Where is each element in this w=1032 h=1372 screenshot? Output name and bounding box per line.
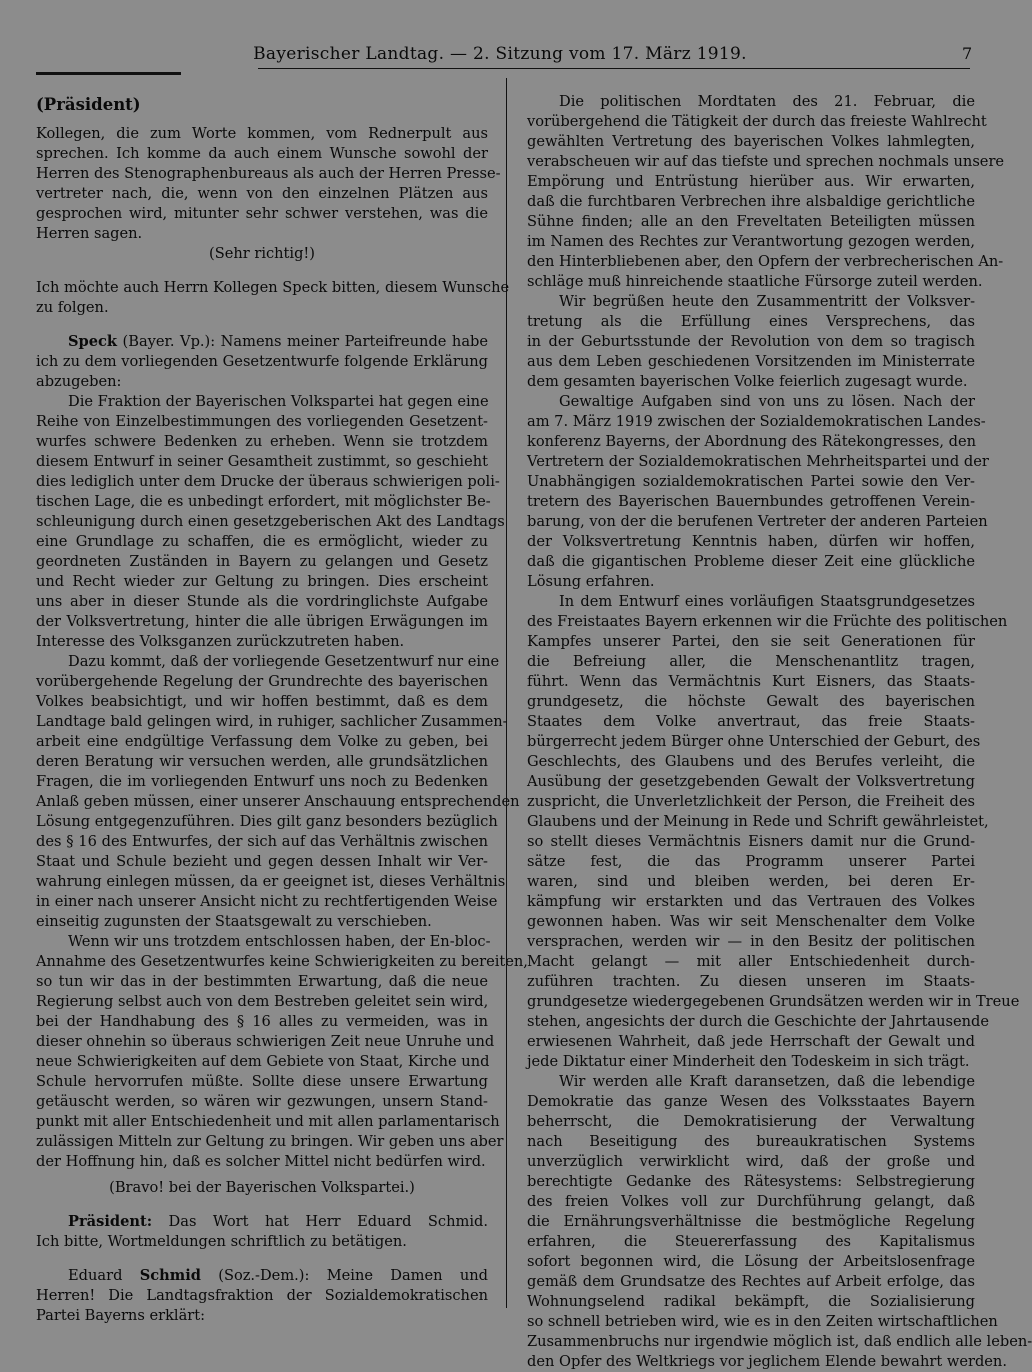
text-line: erfahren, die Steuererfassung des Kapitalismus <box>527 1233 975 1250</box>
right-column <box>527 92 1032 1372</box>
column-divider <box>506 78 507 1308</box>
text-line: Lösung entgegenzuführen. Dies gilt ganz besonders bezüglich <box>36 813 498 830</box>
text-line: Interesse des Volksganzen zurückzutreten haben. <box>36 633 405 650</box>
text-line: Volkes beabsichtigt, und wir hoffen bestimmt, daß es dem <box>36 693 488 710</box>
text-line: der Hoffnung hin, daß es solcher Mittel nicht bedürfen wird. <box>36 1153 486 1170</box>
text-line: tischen Lage, die es unbedingt erfordert, mit möglichster Be- <box>36 493 491 510</box>
text-line: in der Geburtsstunde der Revolution von dem so tragisch <box>527 333 975 350</box>
paragraph-schmid-3 <box>527 292 975 392</box>
text-line: Wohnungselend radikal bekämpft, die Sozialisierung <box>527 1293 975 1310</box>
text-line: diesem Entwurf in seiner Gesamtheit zustimmt, so geschieht <box>36 453 488 470</box>
text-line: Fragen, die im vorliegenden Entwurf uns noch zu Bedenken <box>36 773 488 790</box>
text-line: in einer nach unserer Ansicht nicht zu rechtfertigenden Weise <box>36 893 498 910</box>
text-line: bürgerrecht jedem Bürger ohne Unterschied der Geburt, des <box>527 733 981 750</box>
text-line: des freien Volkes voll zur Durchführung gelangt, daß <box>527 1193 975 1210</box>
text-line: Schule hervorrufen müßte. Sollte diese unsere Erwartung <box>36 1073 488 1090</box>
page-header <box>0 0 1000 80</box>
text-line: Vertretern der Sozialdemokratischen Mehrheitspartei und der <box>527 453 989 470</box>
speaker-heading: (Präsident) <box>36 95 141 114</box>
text-line: kämpfung wir erstarkten und das Vertrauen des Volkes <box>527 893 975 910</box>
text-line: wahrung einlegen müssen, da er geeignet ist, dieses Verhältnis <box>36 873 506 890</box>
text-line: Geschlechts, des Glaubens und des Berufes verleiht, die <box>527 753 975 770</box>
text-line: berechtigte Gedanke des Rätesystems: Selbstregierung <box>527 1173 975 1190</box>
left-column <box>36 92 528 1326</box>
text-line: sprechen. Ich komme da auch einem Wunsche sowohl der <box>36 145 488 162</box>
text-line: getäuscht werden, so wären wir gezwungen, unsern Stand- <box>36 1093 488 1110</box>
paragraph-schmid-4 <box>527 392 989 592</box>
text-line: Sühne finden; alle an den Freveltaten Beteiligten müssen <box>527 213 975 230</box>
page-number: 7 <box>962 44 973 63</box>
schmid-intro-line <box>36 1266 488 1286</box>
text-line: Partei Bayerns erklärt: <box>36 1307 206 1324</box>
text-line: Macht gelangt — mit aller Entschiedenheit durch- <box>527 953 975 970</box>
paragraph-speck-2 <box>36 392 505 652</box>
text-line: sofort begonnen wird, die Lösung der Arbeitslosenfrage <box>527 1253 975 1270</box>
text-line: einseitig zugunsten der Staatsgewalt zu verschieben. <box>36 913 432 930</box>
paragraph-speck-1 <box>36 352 488 392</box>
text-line: neue Schwierigkeiten auf dem Gebiete von Staat, Kirche und <box>36 1053 490 1070</box>
text-line: erwiesenen Wahrheit, daß jede Herrschaft der Gewalt und <box>527 1033 975 1050</box>
text-line: Herren des Stenographenbureaus als auch der Herren Presse- <box>36 165 501 182</box>
text-line: im Namen des Rechtes zur Verantwortung gezogen werden, <box>527 233 975 250</box>
text-line: eine Grundlage zu schaffen, die es ermöglicht, wieder zu <box>36 533 488 550</box>
text-line: Lösung erfahren. <box>527 573 655 590</box>
text-line: schläge muß hinreichende staatliche Fürsorge zuteil werden. <box>527 273 983 290</box>
text-line: ich zu dem vorliegenden Gesetzentwurfe folgende Erklärung <box>36 353 488 370</box>
text-line: Demokratie das ganze Wesen des Volksstaates Bayern <box>527 1093 975 1110</box>
paragraph-schmid-5 <box>527 592 1020 1072</box>
text-line: aus dem Leben geschiedenen Vorsitzenden im Ministerrate <box>527 353 975 370</box>
text-line: unverzüglich verwirklicht wird, daß der große und <box>527 1153 975 1170</box>
text-line: wurfes schwere Bedenken zu erheben. Wenn sie trotzdem <box>36 433 488 450</box>
text-line: der Volksvertretung, hinter die alle übrigen Erwägungen im <box>36 613 488 630</box>
text-line: dieser ohnehin so überaus schwierigen Zeit neue Unruhe und <box>36 1033 495 1050</box>
text-line: tretern des Bayerischen Bauernbundes getroffenen Verein- <box>527 493 975 510</box>
text-line: Anlaß geben müssen, einer unserer Anschauung entsprechenden <box>36 793 520 810</box>
text-line: des Freistaates Bayern erkennen wir die Früchte des politischen <box>527 613 1008 630</box>
text-line: stehen, angesichts der durch die Geschichte der Jahrtausende <box>527 1013 990 1030</box>
interjection-sehr-richtig: (Sehr richtig!) <box>209 245 315 262</box>
president-line <box>36 1212 488 1232</box>
text-line: Annahme des Gesetzentwurfes keine Schwierigkeiten zu bereiten, <box>36 953 528 970</box>
text-line: Die politischen Mordtaten des 21. Februar, die <box>559 93 975 110</box>
paragraph-speck-3 <box>36 652 520 932</box>
text-line: Kampfes unserer Partei, den sie seit Generationen für <box>527 633 975 650</box>
speck-intro-text: (Bayer. Vp.): Namens meiner Parteifreunde habe <box>122 333 489 350</box>
president-text: Das Wort hat Herr Eduard Schmid. <box>168 1213 488 1230</box>
text-line: beherrscht, die Demokratisierung der Verwaltung <box>527 1113 975 1130</box>
text-line: punkt mit aller Entschiedenheit und mit allen parlamentarisch <box>36 1113 500 1130</box>
speaker-name-schmid: Schmid <box>139 1267 201 1284</box>
schmid-intro-text: (Soz.-Dem.): Meine Damen und <box>218 1267 488 1284</box>
text-line: arbeit eine endgültige Verfassung dem Volke zu geben, bei <box>36 733 488 750</box>
text-line: Herren sagen. <box>36 225 143 242</box>
interjection-bravo: (Bravo! bei der Bayerischen Volkspartei.) <box>109 1179 415 1196</box>
text-line: grundgesetze wiedergegebenen Grundsätzen werden wir in Treue <box>527 993 1020 1010</box>
speaker-name-praesident: Präsident: <box>68 1213 153 1230</box>
text-line: Reihe von Einzelbestimmungen des vorliegenden Gesetzent- <box>36 413 488 430</box>
text-line: Kollegen, die zum Worte kommen, vom Rednerpult aus <box>36 125 488 142</box>
text-line: dem gesamten bayerischen Volke feierlich zugesagt wurde. <box>527 373 968 390</box>
text-line: zulässigen Mitteln zur Geltung zu bringen. Wir geben uns aber <box>36 1133 504 1150</box>
text-line: verabscheuen wir auf das tiefste und sprechen nochmals unsere <box>527 153 1005 170</box>
text-line: gewonnen haben. Was wir seit Menschenalter dem Volke <box>527 913 975 930</box>
text-line: Wir werden alle Kraft daransetzen, daß die lebendige <box>559 1073 975 1090</box>
text-line: zuführen trachten. Zu diesen unseren im Staats- <box>527 973 975 990</box>
text-line: Unabhängigen sozialdemokratischen Partei sowie den Ver- <box>527 473 975 490</box>
text-line: Die Fraktion der Bayerischen Volkspartei hat gegen eine <box>68 393 489 410</box>
text-line: Ausübung der gesetzgebenden Gewalt der Volksvertretung <box>527 773 975 790</box>
text-line: Empörung und Entrüstung hierüber aus. Wir erwarten, <box>527 173 975 190</box>
text-line: die Befreiung aller, die Menschenantlitz tragen, <box>527 653 975 670</box>
text-line: sätze fest, die das Programm unserer Partei <box>527 853 975 870</box>
text-line: uns aber in dieser Stunde als die vordringlichste Aufgabe <box>36 593 488 610</box>
running-head-rule <box>258 68 970 69</box>
text-line: führt. Wenn das Vermächtnis Kurt Eisners, das Staats- <box>527 673 975 690</box>
text-line: so stellt dieses Vermächtnis Eisners damit nur die Grund- <box>527 833 975 850</box>
paragraph-schmid-2 <box>527 92 1005 292</box>
text-line: abzugeben: <box>36 373 122 390</box>
text-line: Ich möchte auch Herrn Kollegen Speck bitten, diesem Wunsche <box>36 279 510 296</box>
paragraph-schmid-1 <box>36 1286 488 1326</box>
text-line: schleunigung durch einen gesetzgeberischen Akt des Landtags <box>36 513 505 530</box>
text-line: Dazu kommt, daß der vorliegende Gesetzentwurf nur eine <box>68 653 500 670</box>
text-line: Wir begrüßen heute den Zusammentritt der Volksver- <box>559 293 975 310</box>
paragraph-speck-4 <box>36 932 528 1172</box>
text-line: gewählten Vertretung des bayerischen Volkes lahmlegten, <box>527 133 975 150</box>
paragraph-president-1 <box>36 124 501 244</box>
text-line: tretung als die Erfüllung eines Versprechens, das <box>527 313 975 330</box>
left-header-rule <box>36 72 181 75</box>
text-line: am 7. März 1919 zwischen der Sozialdemokratischen Landes- <box>527 413 986 430</box>
text-line: In dem Entwurf eines vorläufigen Staatsgrundgesetzes <box>559 593 975 610</box>
text-line: vertreter nach, die, wenn von den einzelnen Plätzen aus <box>36 185 488 202</box>
text-line: so tun wir das in der bestimmten Erwartung, daß die neue <box>36 973 488 990</box>
text-line: so schnell betrieben wird, wie es in den Zeiten wirtschaftlichen <box>527 1313 998 1330</box>
text-line: Regierung selbst auch von dem Bestreben geleitet sein wird, <box>36 993 489 1010</box>
text-line: Staates dem Volke anvertraut, das freie Staats- <box>527 713 975 730</box>
speaker-name-speck: Speck <box>68 333 118 350</box>
text-line: grundgesetz, die höchste Gewalt des bayerischen <box>527 693 975 710</box>
text-line: gesprochen wird, mitunter sehr schwer verstehen, was die <box>36 205 488 222</box>
text-line: deren Beratung wir versuchen werden, alle grundsätzlichen <box>36 753 488 770</box>
text-line: waren, sind und bleiben werden, bei deren Er- <box>527 873 975 890</box>
text-line: versprachen, werden wir — in den Besitz der politischen <box>527 933 975 950</box>
text-line: vorübergehend die Tätigkeit der durch das freieste Wahlrecht <box>527 113 987 130</box>
speaker-first-name-schmid: Eduard <box>68 1267 123 1284</box>
text-line: barung, von der die berufenen Vertreter der anderen Parteien <box>527 513 988 530</box>
text-line: Glaubens und der Meinung in Rede und Schrift gewährleistet, <box>527 813 989 830</box>
text-line: daß die gigantischen Probleme dieser Zeit eine glückliche <box>527 553 975 570</box>
text-line: gemäß dem Grundsatze des Rechtes auf Arbeit erfolge, das <box>527 1273 975 1290</box>
running-head: Bayerischer Landtag. — 2. Sitzung vom 17. März 1919. <box>253 44 747 64</box>
text-line: konferenz Bayerns, der Abordnung des Rätekongresses, den <box>527 433 976 450</box>
text-line: Landtage bald gelingen wird, in ruhiger, sachlicher Zusammen- <box>36 713 508 730</box>
text-line: des § 16 des Entwurfes, der sich auf das Verhältnis zwischen <box>36 833 488 850</box>
text-line: jede Diktatur einer Minderheit den Todeskeim in sich trägt. <box>527 1053 970 1070</box>
paragraph-president-2 <box>36 278 510 318</box>
text-line: daß die furchtbaren Verbrechen ihre alsbaldige gerichtliche <box>527 193 975 210</box>
text-line: vorübergehende Regelung der Grundrechte des bayerischen <box>36 673 488 690</box>
text-line: der Volksvertretung Kenntnis haben, dürfen wir hoffen, <box>527 533 975 550</box>
text-line: den Hinterbliebenen aber, den Opfern der verbrecherischen An- <box>527 253 1004 270</box>
text-line: nach Beseitigung des bureaukratischen Systems <box>527 1133 975 1150</box>
text-line: den Opfer des Weltkriegs vor jeglichem Elende bewahrt werden. <box>527 1353 1007 1370</box>
text-line: Staat und Schule bezieht und gegen dessen Inhalt wir Ver- <box>36 853 488 870</box>
paragraph-schmid-6 <box>527 1072 1032 1372</box>
text-line: zu folgen. <box>36 299 109 316</box>
text-line: bei der Handhabung des § 16 alles zu vermeiden, was in <box>36 1013 488 1030</box>
text-line: zuspricht, die Unverletzlichkeit der Person, die Freiheit des <box>527 793 975 810</box>
text-line: dies lediglich unter dem Drucke der überaus schwierigen poli- <box>36 473 500 490</box>
speck-intro-line <box>36 332 488 352</box>
text-line: Zusammenbruchs nur irgendwie möglich ist, daß endlich alle leben- <box>527 1333 1032 1350</box>
text-line: und Recht wieder zur Geltung zu bringen. Dies erscheint <box>36 573 488 590</box>
text-line: Wenn wir uns trotzdem entschlossen haben, der En-bloc- <box>68 933 491 950</box>
text-line: Gewaltige Aufgaben sind von uns zu lösen. Nach der <box>559 393 975 410</box>
president-line-2: Ich bitte, Wortmeldungen schriftlich zu betätigen. <box>36 1233 407 1250</box>
text-line: geordneten Zuständen in Bayern zu gelangen und Gesetz <box>36 553 488 570</box>
text-line: Herren! Die Landtagsfraktion der Sozialdemokratischen <box>36 1287 488 1304</box>
text-line: die Ernährungsverhältnisse die bestmögliche Regelung <box>527 1213 975 1230</box>
